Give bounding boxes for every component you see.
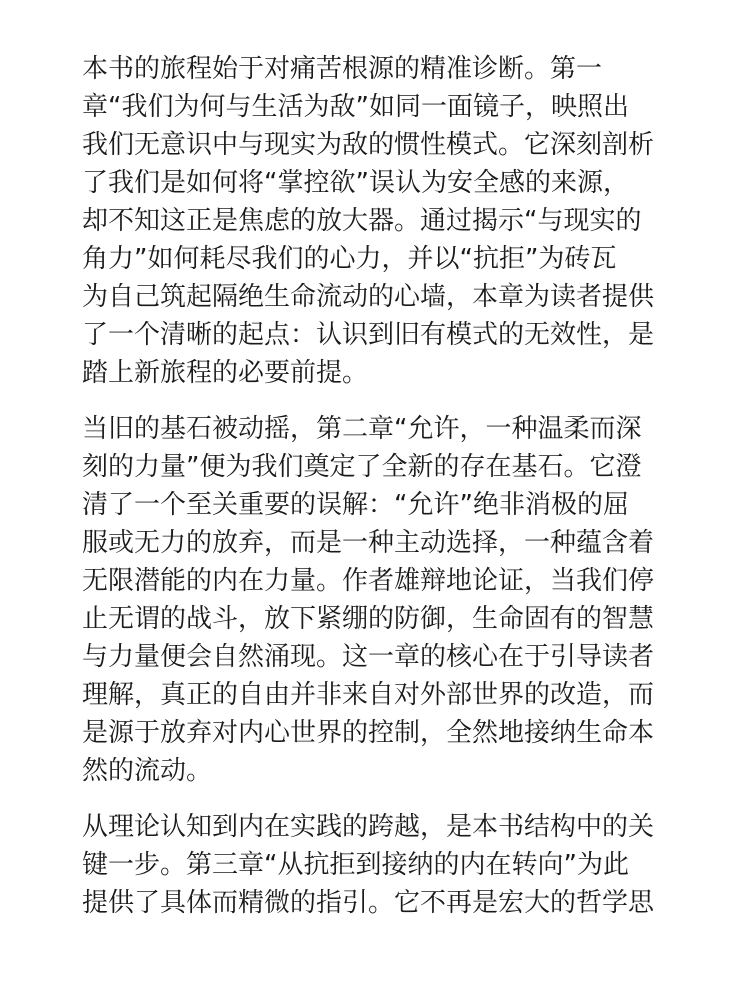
text-line: 章“我们为何与生活为敌”如同一面镜子，映照出 <box>82 92 629 122</box>
text-line: 清了一个至关重要的误解：“允许”绝非消极的屈 <box>82 490 629 520</box>
text-line: 了我们是如何将“掌控欲”误认为安全感的来源， <box>82 168 629 198</box>
article-body <box>82 50 672 940</box>
text-line: 理解，真正的自由并非来自对外部世界的改造，而 <box>82 680 655 710</box>
text-line: 本书的旅程始于对痛苦根源的精准诊断。第一 <box>82 54 603 84</box>
text-line: 止无谓的战斗，放下紧绷的防御，生命固有的智慧 <box>82 604 655 634</box>
paragraph-1 <box>82 50 672 392</box>
text-line: 角力”如何耗尽我们的心力，并以“抗拒”为砖瓦 <box>82 244 617 274</box>
paragraph-3 <box>82 808 672 922</box>
text-line: 了一个清晰的起点：认识到旧有模式的无效性，是 <box>82 320 655 350</box>
text-line: 然的流动。 <box>82 756 213 786</box>
paragraph-2 <box>82 410 672 790</box>
text-line: 服或无力的放弃，而是一种主动选择，一种蕴含着 <box>82 528 655 558</box>
text-line: 当旧的基石被动摇，第二章“允许，一种温柔而深 <box>82 414 642 444</box>
text-line: 从理论认知到内在实践的跨越，是本书结构中的关 <box>82 812 655 842</box>
text-line: 提供了具体而精微的指引。它不再是宏大的哲学思 <box>82 888 655 918</box>
text-line: 是源于放弃对内心世界的控制，全然地接纳生命本 <box>82 718 655 748</box>
text-line: 为自己筑起隔绝生命流动的心墙，本章为读者提供 <box>82 282 655 312</box>
text-line: 无限潜能的内在力量。作者雄辩地论证，当我们停 <box>82 566 655 596</box>
text-line: 键一步。第三章“从抗拒到接纳的内在转向”为此 <box>82 850 629 880</box>
text-line: 与力量便会自然涌现。这一章的核心在于引导读者 <box>82 642 655 672</box>
text-line: 刻的力量”便为我们奠定了全新的存在基石。它澄 <box>82 452 642 482</box>
text-line: 踏上新旅程的必要前提。 <box>82 358 369 388</box>
text-line: 我们无意识中与现实为敌的惯性模式。它深刻剖析 <box>82 130 655 160</box>
text-line: 却不知这正是焦虑的放大器。通过揭示“与现实的 <box>82 206 642 236</box>
